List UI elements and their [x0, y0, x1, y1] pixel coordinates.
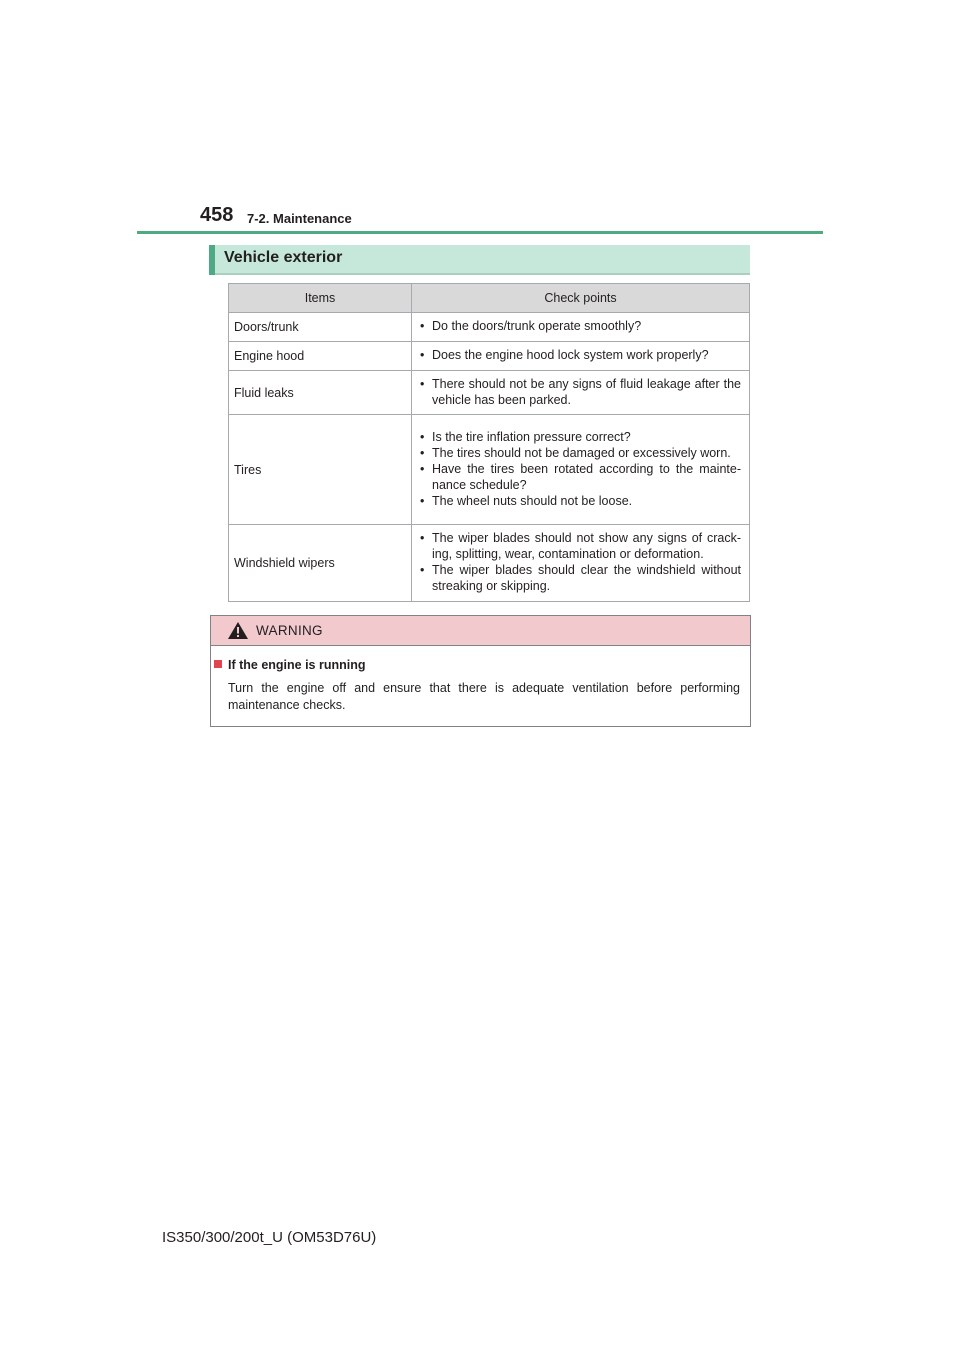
table-row: [229, 342, 750, 371]
table-row: [229, 313, 750, 342]
table-row: [229, 371, 750, 415]
check-point: • The wheel nuts should not be loose.: [420, 493, 741, 509]
item-cell: Engine hood: [229, 342, 412, 371]
check-point: • The wiper blades should not show any signs of crack-ing, splitting, wear, contamination or deformation.: [420, 530, 741, 562]
warning-subheading-text: If the engine is running: [228, 658, 366, 672]
warning-box: [210, 615, 751, 727]
section-heading: [209, 245, 750, 275]
check-point: • Have the tires been rotated according to the mainte-nance schedule?: [420, 461, 741, 493]
item-cell: Tires: [229, 415, 412, 525]
check-points-cell: [412, 342, 750, 371]
warning-header: [211, 616, 750, 646]
warning-subheading: [214, 658, 366, 672]
check-points-cell: [412, 525, 750, 602]
table-row: [229, 525, 750, 602]
item-cell: Windshield wipers: [229, 525, 412, 602]
column-header-items: Items: [229, 284, 412, 313]
warning-title: WARNING: [256, 623, 323, 638]
column-header-check-points: Check points: [412, 284, 750, 313]
check-point: • Do the doors/trunk operate smoothly?: [420, 318, 741, 334]
check-points-cell: [412, 415, 750, 525]
table-row: [229, 415, 750, 525]
table-header-row: [229, 284, 750, 313]
check-point: • The wiper blades should clear the windshield without streaking or skipping.: [420, 562, 741, 594]
warning-triangle-icon: [228, 622, 248, 644]
footer-model: IS350/300/200t_U (OM53D76U): [162, 1229, 377, 1246]
warning-body: Turn the engine off and ensure that there is adequate ventilation before performing maintenance checks.: [228, 681, 740, 712]
square-marker-icon: [214, 660, 222, 668]
heading-accent-bar: [209, 245, 215, 275]
check-point: • There should not be any signs of fluid leakage after the vehicle has been parked.: [420, 376, 741, 408]
heading-text: Vehicle exterior: [224, 249, 343, 266]
check-point: • Does the engine hood lock system work properly?: [420, 347, 741, 363]
check-table: [228, 283, 750, 602]
check-points-cell: [412, 313, 750, 342]
header-rule: [137, 231, 823, 234]
item-cell: Doors/trunk: [229, 313, 412, 342]
check-point: • The tires should not be damaged or excessively worn.: [420, 445, 741, 461]
check-point: • Is the tire inflation pressure correct?: [420, 429, 741, 445]
section-title: 7-2. Maintenance: [247, 211, 352, 226]
item-cell: Fluid leaks: [229, 371, 412, 415]
check-points-cell: [412, 371, 750, 415]
page-number: 458: [200, 204, 234, 226]
